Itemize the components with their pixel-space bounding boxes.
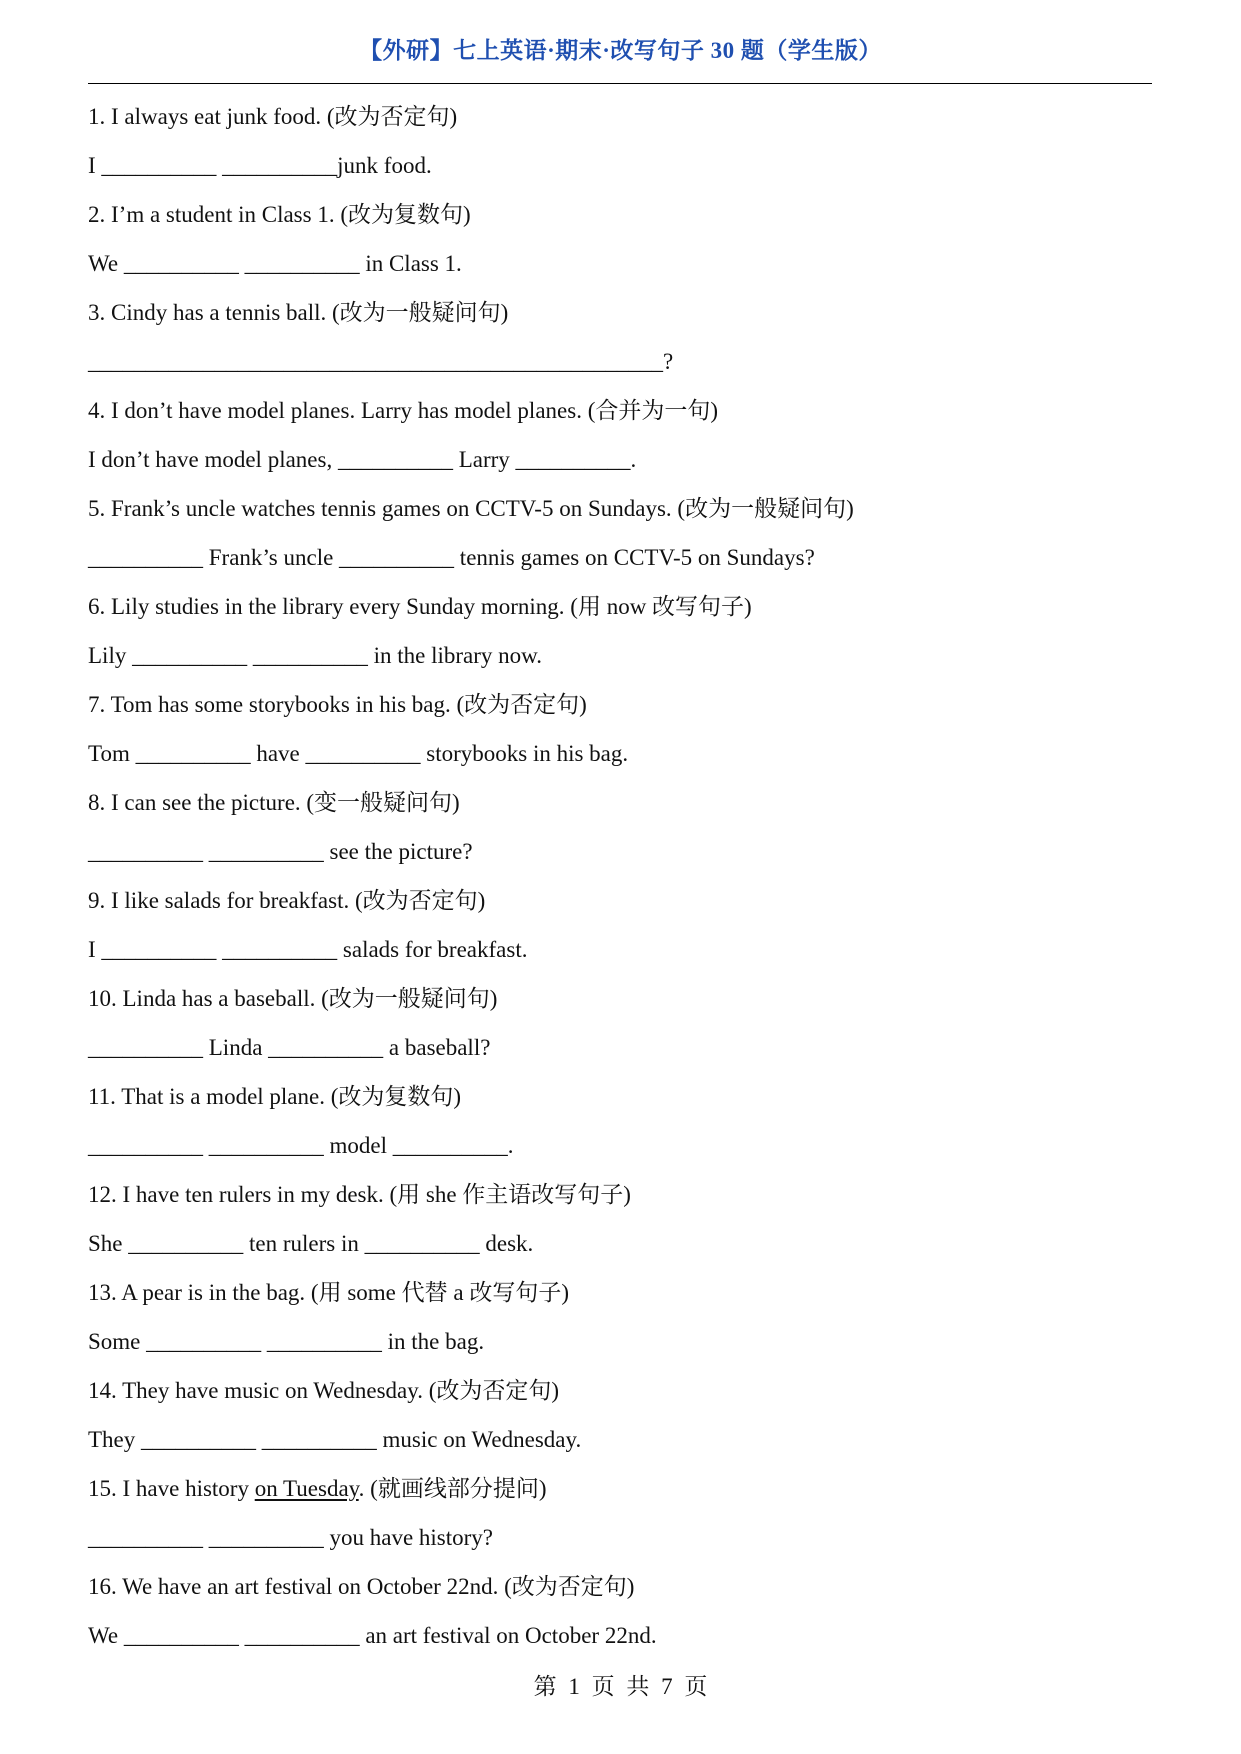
answer-line: Lily __________ __________ in the library now. [88,643,542,668]
question-list [88,92,1148,1660]
question-prompt: 16. We have an art festival on October 22nd. (改为否定句) [88,1574,635,1599]
answer-line: __________ __________ model __________. [88,1133,514,1158]
question-prompt: 8. I can see the picture. (变一般疑问句) [88,790,460,815]
question-prompt: 11. That is a model plane. (改为复数句) [88,1084,462,1109]
question-prompt: 6. Lily studies in the library every Sunday morning. (用 now 改写句子) [88,594,752,619]
question-prompt: 9. I like salads for breakfast. (改为否定句) [88,888,486,913]
answer-line: __________ Linda __________ a baseball? [88,1035,491,1060]
answer-line: __________ __________ see the picture? [88,839,473,864]
question-prompt: 5. Frank’s uncle watches tennis games on CCTV-5 on Sundays. (改为一般疑问句) [88,496,854,521]
question-prompt: 4. I don’t have model planes. Larry has model planes. (合并为一句) [88,398,719,423]
answer-line: I don’t have model planes, __________ Larry __________. [88,447,637,472]
prompt-text: . (就画线部分提问) [358,1476,547,1501]
header-divider [88,83,1152,84]
question-prompt: 14. They have music on Wednesday. (改为否定句) [88,1378,560,1403]
answer-line: I __________ __________ salads for breakfast. [88,937,528,962]
answer-line: Some __________ __________ in the bag. [88,1329,485,1354]
page-number: 第 1 页 共 7 页 [533,1674,708,1699]
question-prompt: 13. A pear is in the bag. (用 some 代替 a 改写句子) [88,1280,570,1305]
question-16 [88,1562,1148,1660]
question-prompt [88,1464,1148,1513]
answer-line: Tom __________ have __________ storybooks in his bag. [88,741,629,766]
underlined-phrase: on Tuesday [254,1476,359,1501]
question-prompt: 7. Tom has some storybooks in his bag. (改为否定句) [88,692,587,717]
answer-line: I __________ __________junk food. [88,153,432,178]
answer-line: __________ Frank’s uncle __________ tennis games on CCTV-5 on Sundays? [88,545,815,570]
question-14 [88,1366,1148,1464]
question-13 [88,1268,1148,1366]
question-prompt: 3. Cindy has a tennis ball. (改为一般疑问句) [88,300,509,325]
page-title: 【外研】七上英语·期末·改写句子 30 题（学生版） [359,38,882,63]
question-11 [88,1072,1148,1170]
question-10 [88,974,1148,1072]
question-prompt: 2. I’m a student in Class 1. (改为复数句) [88,202,471,227]
answer-line: __________ __________ you have history? [88,1525,494,1550]
question-prompt: 10. Linda has a baseball. (改为一般疑问句) [88,986,498,1011]
question-4 [88,386,1148,484]
question-prompt: 12. I have ten rulers in my desk. (用 she 作主语改写句子) [88,1182,631,1207]
question-12 [88,1170,1148,1268]
question-7 [88,680,1148,778]
prompt-text: 15. I have history [88,1476,255,1501]
answer-line: __________________________________________________? [88,349,674,374]
answer-line: They __________ __________ music on Wednesday. [88,1427,582,1452]
question-9 [88,876,1148,974]
question-5 [88,484,1148,582]
answer-line: She __________ ten rulers in __________ desk. [88,1231,534,1256]
question-3 [88,288,1148,386]
question-8 [88,778,1148,876]
question-prompt: 1. I always eat junk food. (改为否定句) [88,104,458,129]
answer-line: We __________ __________ in Class 1. [88,251,462,276]
question-2 [88,190,1148,288]
answer-line: We __________ __________ an art festival on October 22nd. [88,1623,657,1648]
question-15 [88,1464,1148,1562]
question-1 [88,92,1148,190]
question-6 [88,582,1148,680]
